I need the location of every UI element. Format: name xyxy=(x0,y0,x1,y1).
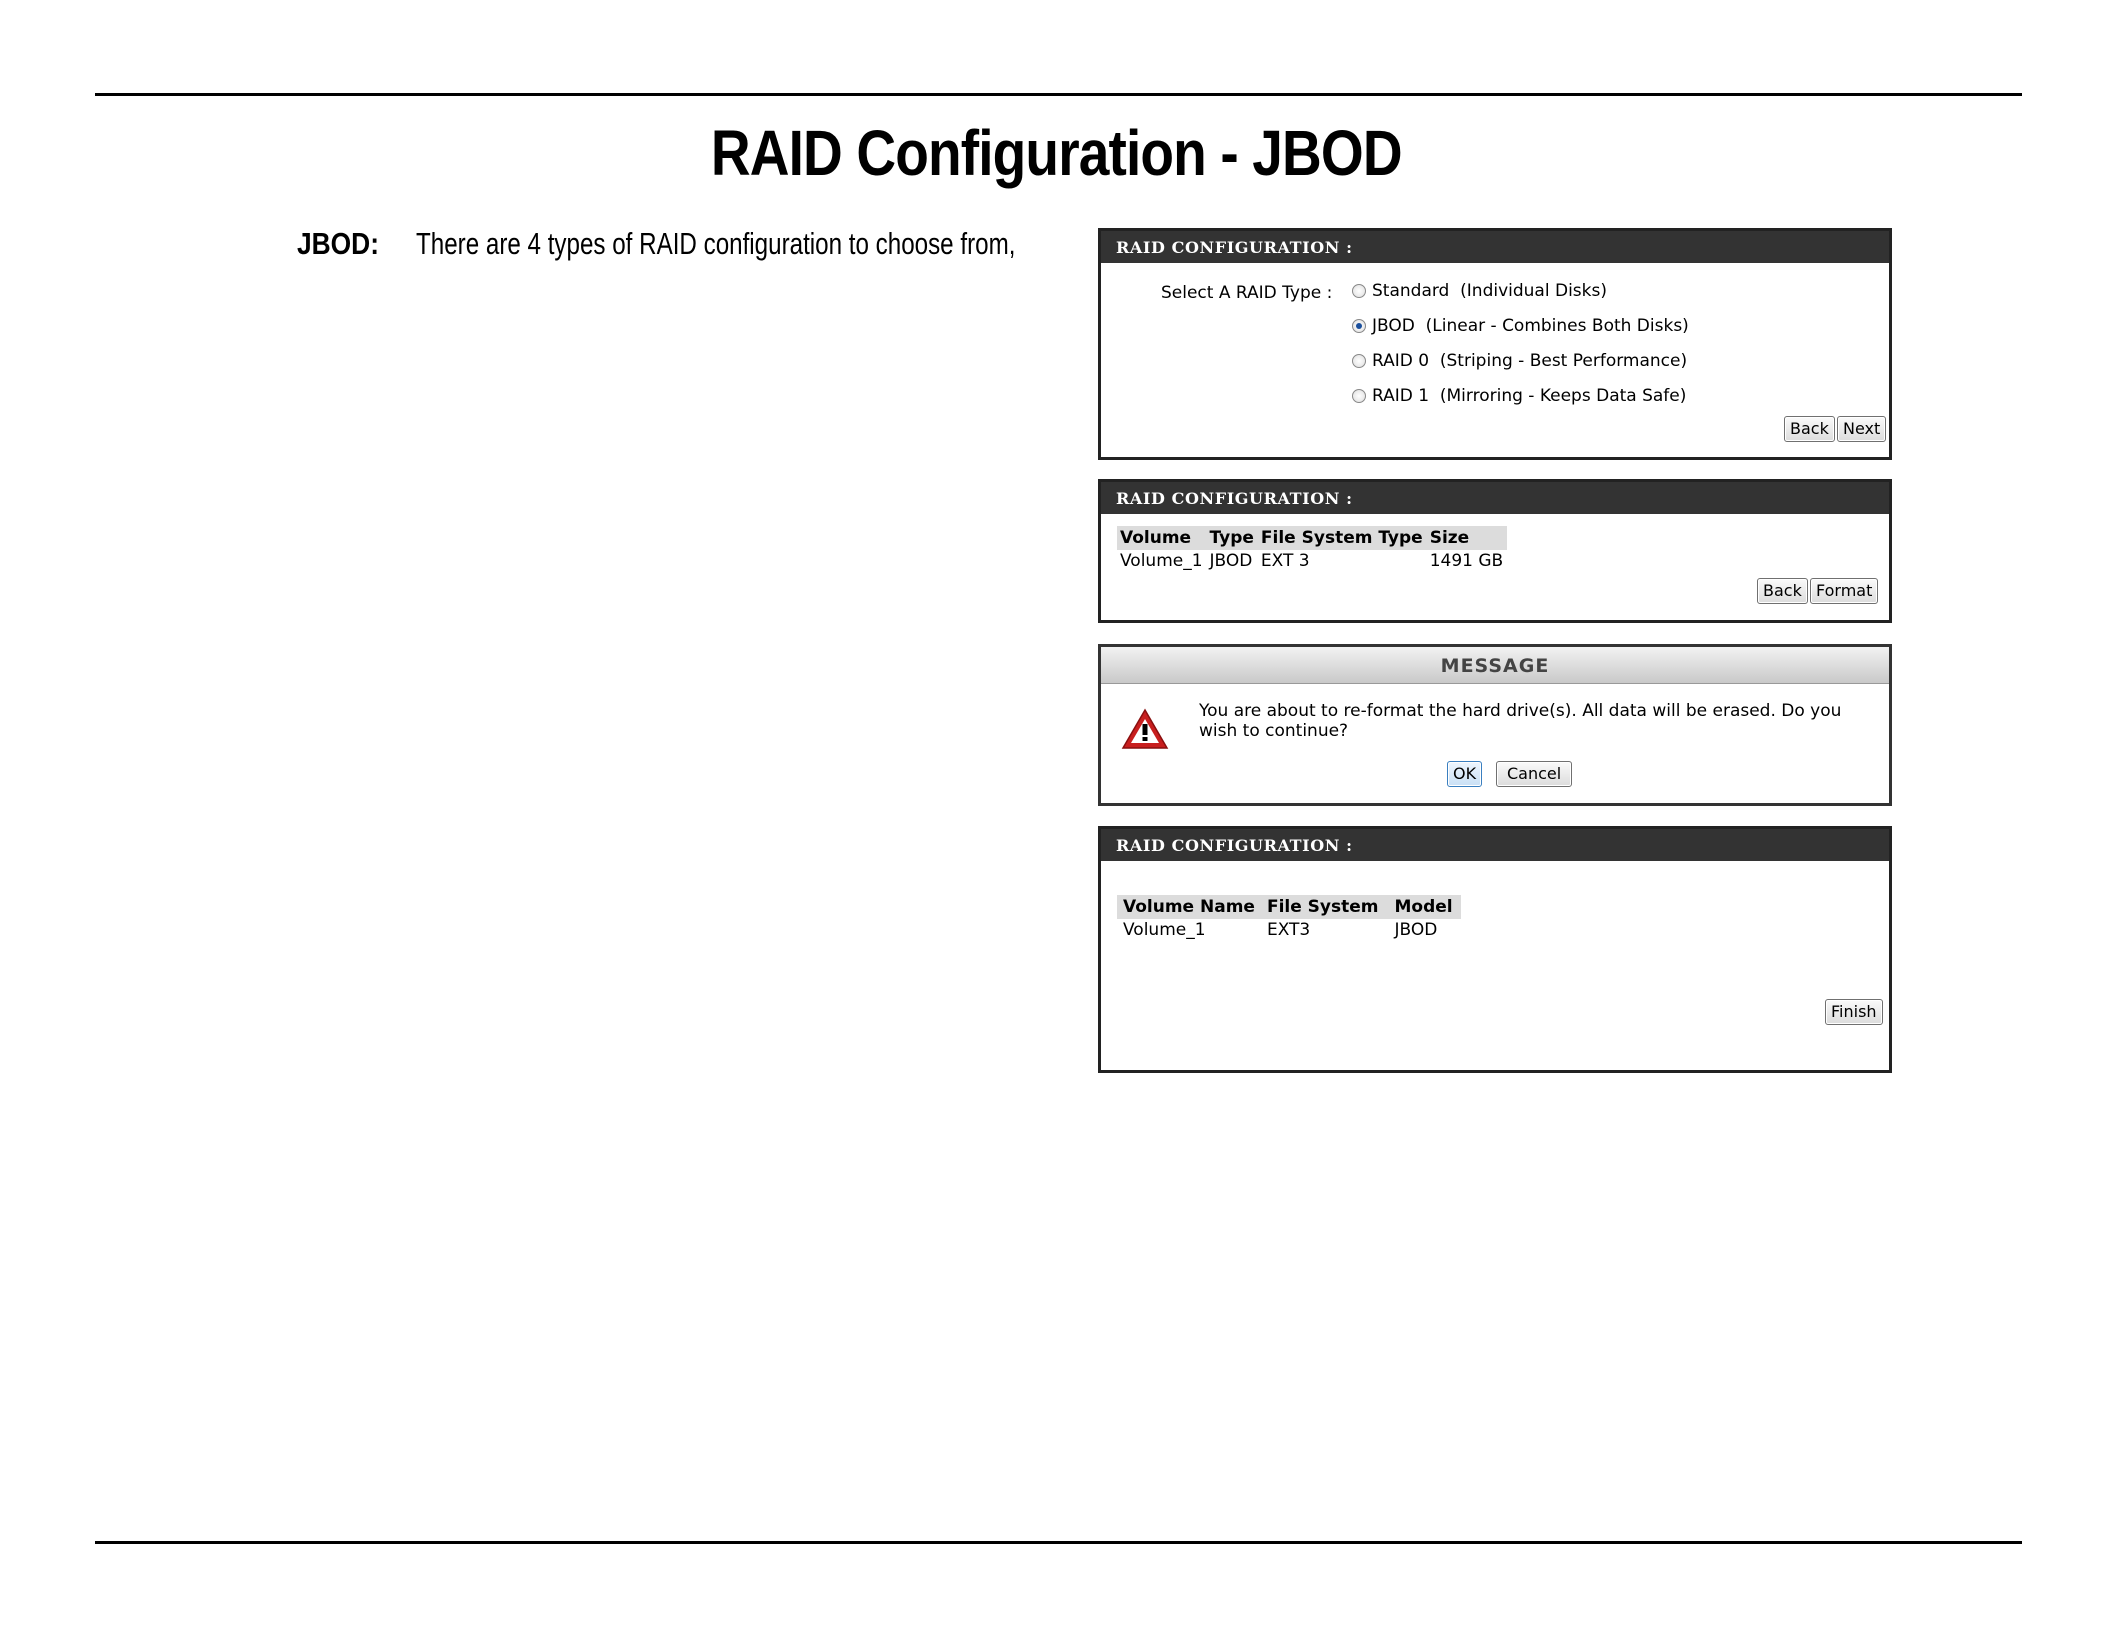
result-table xyxy=(1117,895,1461,941)
table-header-row xyxy=(1117,526,1507,550)
radio-label: Standard (Individual Disks) xyxy=(1372,281,1607,301)
radio-option-raid1[interactable] xyxy=(1352,386,1686,406)
radio-option-standard[interactable] xyxy=(1352,281,1607,301)
table-row xyxy=(1117,550,1507,572)
ok-button[interactable]: OK xyxy=(1447,761,1482,787)
message-dialog xyxy=(1098,644,1892,806)
select-raid-type-label: Select A RAID Type : xyxy=(1161,283,1333,303)
panel-header: RAID CONFIGURATION : xyxy=(1101,482,1889,514)
radio-label: RAID 0 (Striping - Best Performance) xyxy=(1372,351,1688,371)
panel-header: RAID CONFIGURATION : xyxy=(1101,829,1889,861)
radio-button[interactable] xyxy=(1352,284,1366,298)
back-button[interactable]: Back xyxy=(1784,416,1835,442)
back-button[interactable]: Back xyxy=(1757,578,1808,604)
bottom-rule xyxy=(95,1541,2022,1544)
table-cell: Volume_1 xyxy=(1123,920,1206,940)
completion-panel xyxy=(1098,826,1892,1073)
column-header: Model xyxy=(1388,895,1460,919)
table-cell: 1491 GB xyxy=(1429,551,1504,571)
raid-type-panel xyxy=(1098,228,1892,460)
top-rule xyxy=(95,93,2022,96)
radio-label: JBOD (Linear - Combines Both Disks) xyxy=(1372,316,1689,336)
radio-label: RAID 1 (Mirroring - Keeps Data Safe) xyxy=(1372,386,1687,406)
table-cell: EXT3 xyxy=(1266,920,1311,940)
message-text: You are about to re-format the hard drive(s). All data will be erased. Do you wish to continue? xyxy=(1199,701,1842,741)
column-header: Size xyxy=(1427,526,1508,550)
table-cell: JBOD xyxy=(1394,920,1438,940)
column-header: File System Type xyxy=(1258,526,1427,550)
finish-button[interactable]: Finish xyxy=(1825,999,1883,1025)
section-description: There are 4 types of RAID configuration to choose from, xyxy=(416,226,1016,261)
next-button[interactable]: Next xyxy=(1837,416,1886,442)
warning-icon xyxy=(1121,707,1169,756)
table-cell: JBOD xyxy=(1209,551,1253,571)
format-button[interactable]: Format xyxy=(1810,578,1878,604)
volume-summary-panel xyxy=(1098,479,1892,623)
table-header-row xyxy=(1117,895,1461,919)
volume-table xyxy=(1117,526,1507,572)
column-header: Type xyxy=(1207,526,1258,550)
radio-option-jbod[interactable] xyxy=(1352,316,1689,336)
table-row xyxy=(1117,919,1461,941)
column-header: File System xyxy=(1261,895,1389,919)
radio-option-raid0[interactable] xyxy=(1352,351,1687,371)
radio-button[interactable] xyxy=(1352,354,1366,368)
page-title: RAID Configuration - JBOD xyxy=(710,117,1402,189)
table-cell: Volume_1 xyxy=(1120,551,1203,571)
message-header: MESSAGE xyxy=(1101,647,1889,684)
section-label: JBOD: xyxy=(297,226,379,261)
table-cell: EXT 3 xyxy=(1260,551,1310,571)
radio-button-checked[interactable] xyxy=(1352,319,1366,333)
column-header: Volume Name xyxy=(1117,895,1261,919)
column-header: Volume xyxy=(1117,526,1207,550)
radio-button[interactable] xyxy=(1352,389,1366,403)
cancel-button[interactable]: Cancel xyxy=(1496,761,1572,787)
panel-header: RAID CONFIGURATION : xyxy=(1101,231,1889,263)
